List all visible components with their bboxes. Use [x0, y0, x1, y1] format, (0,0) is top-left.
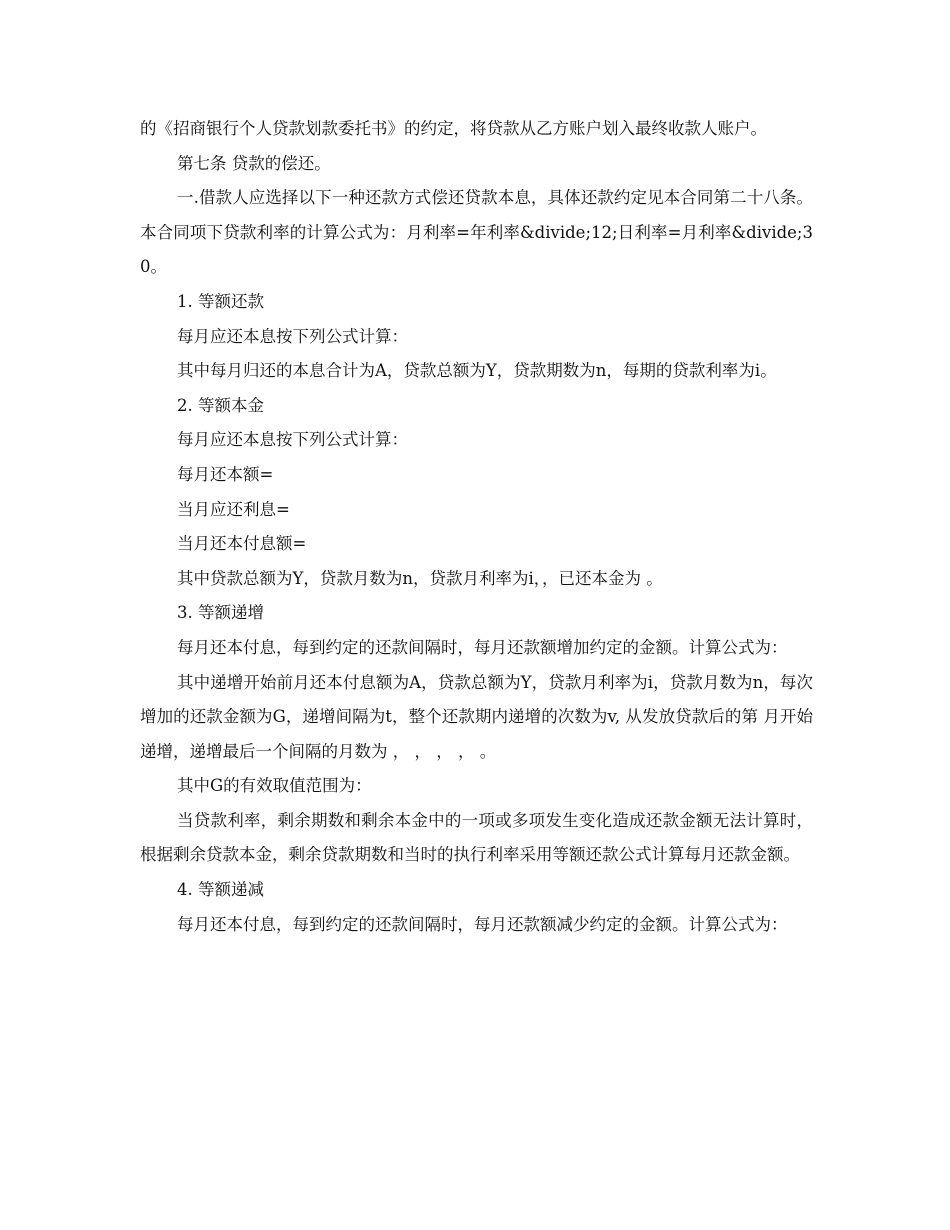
document-body	[140, 112, 813, 942]
paragraph-monthly-interest: 当月应还利息=	[177, 499, 290, 519]
paragraph-monthly-payment: 当月还本付息额=	[177, 534, 307, 554]
paragraph-recalculation: 当贷款利率，剩余期数和剩余本金中的一项或多项发生变化造成还款金额无法计算时，根据剩余贷款本金，剩余贷款期数和当时的执行利率采用等额还款公式计算每月还款金额。	[140, 810, 813, 865]
paragraph-entrustment: 的《招商银行个人贷款划款委托书》的约定，将贷款从乙方账户划入最终收款人账户。	[140, 119, 767, 138]
paragraph-increasing-desc: 每月还本付息，每到约定的还款间隔时，每月还款额增加约定的金额。计算公式为：	[177, 637, 788, 657]
paragraph-formula-intro-2: 每月应还本息按下列公式计算：	[177, 430, 408, 450]
heading-equal-installment: 1. 等额还款	[177, 291, 264, 311]
heading-equal-decreasing: 4. 等额递减	[177, 880, 264, 900]
paragraph-decreasing-desc: 每月还本付息，每到约定的还款间隔时，每月还款额减少约定的金额。计算公式为：	[177, 914, 788, 934]
paragraph-g-range: 其中G的有效取值范围为：	[177, 776, 372, 796]
heading-equal-principal: 2. 等额本金	[177, 395, 264, 415]
paragraph-formula-intro-1: 每月应还本息按下列公式计算：	[177, 326, 408, 346]
paragraph-variables-3: 其中递增开始前月还本付息额为A，贷款总额为Y，贷款月利率为i，贷款月数为n，每次增加的还款金额为G，递增间隔为t，整个还款期内递增的次数为v, 从发放贷款后的第 月开始递增，递增最后一个间隔的月数为 ， ， ， ， 。	[140, 672, 813, 761]
paragraph-repayment-method: 一.借款人应选择以下一种还款方式偿还贷款本息，具体还款约定见本合同第二十八条。本合同项下贷款利率的计算公式为：月利率=年利率&divide;12;日利率=月利率&divide;30。	[140, 188, 813, 277]
heading-equal-increasing: 3. 等额递增	[177, 603, 264, 623]
paragraph-monthly-principal: 每月还本额=	[177, 464, 274, 484]
paragraph-variables-1: 其中每月归还的本息合计为A，贷款总额为Y，贷款期数为n，每期的贷款利率为i。	[177, 361, 777, 381]
paragraph-variables-2: 其中贷款总额为Y，贷款月数为n，贷款月利率为i，，已还本金为 。	[177, 568, 663, 588]
article-7-heading: 第七条 贷款的偿还。	[177, 153, 331, 173]
